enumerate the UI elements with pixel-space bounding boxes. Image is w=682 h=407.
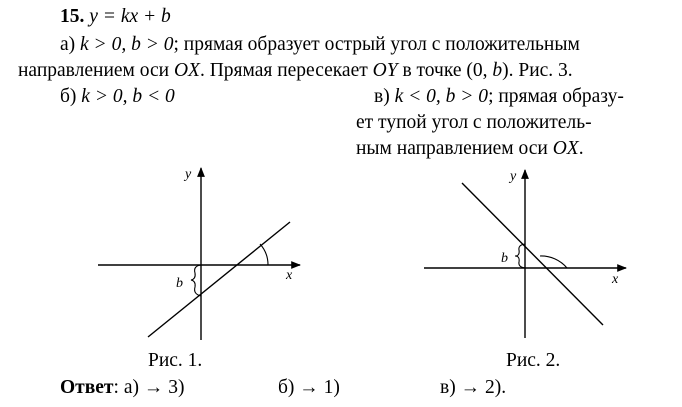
case-c-label: в) (374, 86, 390, 107)
answer-b: б) → 1) (278, 377, 340, 398)
case-a-ox: OX (173, 60, 200, 81)
case-c-line2: ет тупой угол с положитель- (356, 112, 592, 133)
figure-1-caption: Рис. 1. (148, 350, 203, 371)
case-a-text2-after: в точке (0, (397, 60, 493, 81)
problem-number: 15. (60, 6, 85, 27)
case-c-line1: ; прямая образу- (488, 86, 624, 107)
case-a-condition: k > 0, b > 0 (80, 34, 174, 55)
case-a-oy: OY (372, 60, 398, 81)
figure-1 (98, 167, 300, 340)
case-c-line3-before: ным направлением оси (356, 138, 553, 159)
answer-line (60, 377, 184, 399)
case-a-text1: ; прямая образует острый угол с положительным (173, 34, 580, 55)
answer-c: в) → 2). (440, 377, 507, 398)
fig1-b-label: b (176, 276, 183, 291)
fig1-angle-arc (260, 244, 268, 265)
answer-label: Ответ (60, 377, 114, 398)
fig1-y-label: y (185, 167, 192, 182)
answer-a: а) → 3) (123, 377, 185, 398)
answer-b-line (278, 377, 340, 399)
case-a-text2-mid: . Прямая пересекает (199, 60, 373, 81)
fig1-x-label: x (286, 268, 293, 283)
case-b-label: б) (60, 86, 77, 107)
fig1-graph-line (148, 222, 290, 337)
fig2-b-label: b (501, 251, 508, 266)
case-c-ox: OX (552, 138, 579, 159)
case-a-label: а) (60, 34, 76, 55)
figure-2 (424, 169, 626, 338)
case-a-text2-end: ). Рис. 3. (502, 60, 573, 81)
case-a-b: b (492, 60, 503, 81)
case-c-condition: k < 0, b > 0 (394, 86, 489, 107)
answer-c-line (440, 377, 506, 399)
fig1-intercept-brace (191, 265, 201, 296)
fig2-y-label: y (510, 169, 517, 184)
fig2-x-label: x (612, 272, 619, 287)
case-c-line3-after: . (578, 138, 584, 159)
case-b-condition: k > 0, b < 0 (81, 86, 175, 107)
answer-colon: : (113, 377, 119, 398)
case-a-text2-before: направлением оси (18, 60, 174, 81)
problem-formula: y = kx + b (89, 6, 171, 27)
figure-2-caption: Рис. 2. (506, 350, 561, 371)
fig2-intercept-brace (515, 244, 525, 268)
fig2-graph-line (462, 183, 603, 325)
